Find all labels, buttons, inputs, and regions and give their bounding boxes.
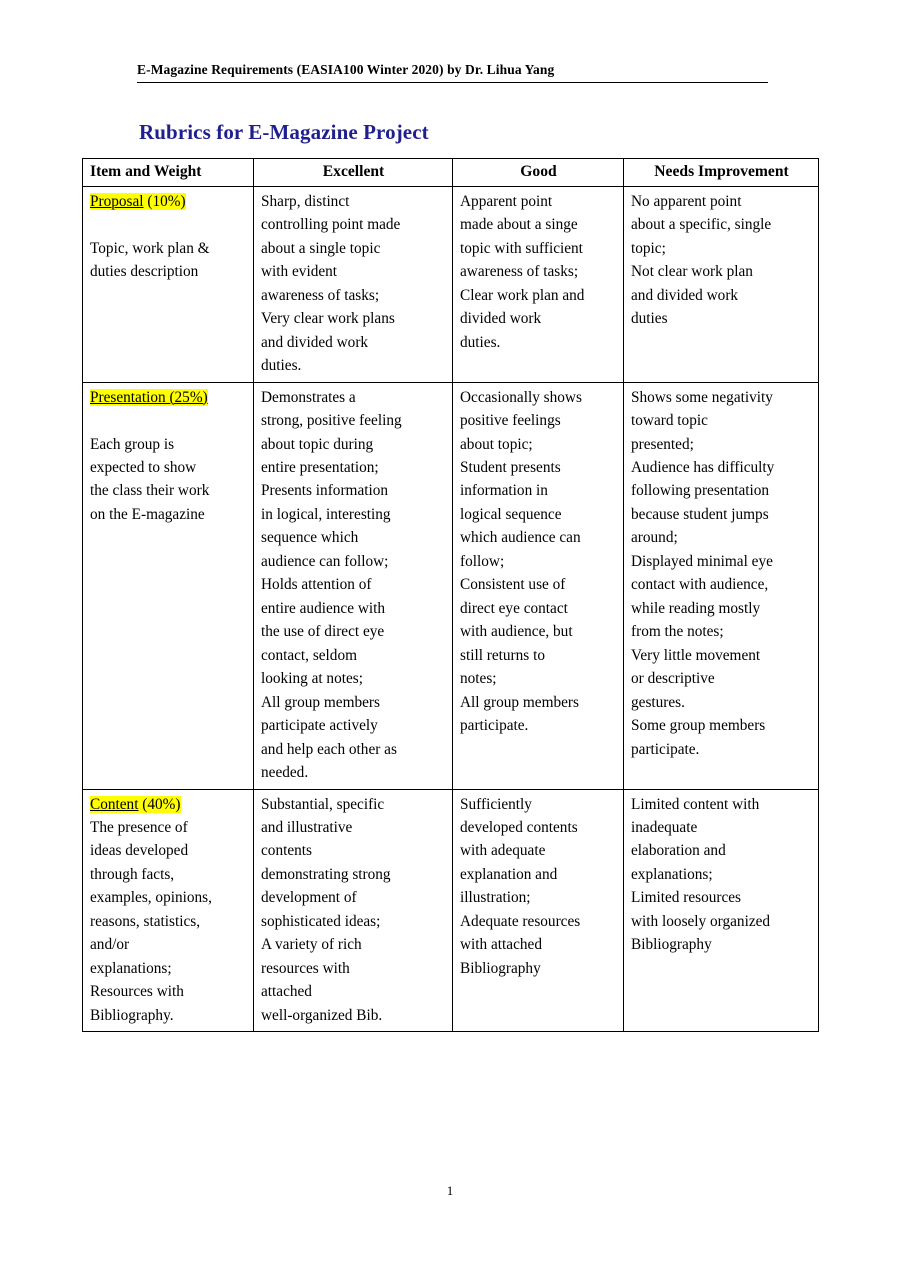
column-header-item-and-weight: Item and Weight	[83, 159, 254, 187]
criterion-highlight	[90, 389, 208, 406]
text-line: awareness of tasks;	[460, 263, 579, 281]
text-line: entire presentation;	[261, 458, 379, 476]
table-row	[83, 186, 819, 382]
text-line: which audience can	[460, 529, 581, 547]
text-line: the class their work	[90, 482, 210, 500]
text-line: The presence of	[90, 819, 188, 837]
text-line: looking at notes;	[261, 670, 363, 688]
column-header-needs-improvement: Needs Improvement	[624, 159, 819, 187]
text-line: well-organized Bib.	[261, 1006, 383, 1024]
text-line: A variety of rich	[261, 936, 362, 954]
text-line: gestures.	[631, 693, 685, 711]
cell-excellent-presentation	[254, 382, 453, 789]
text-block-needs-improvement-proposal	[631, 190, 812, 331]
text-line: Holds attention of	[261, 576, 372, 594]
text-line: Resources with	[90, 983, 184, 1001]
text-line: Very clear work plans	[261, 310, 395, 328]
text-line: topic;	[631, 239, 666, 257]
text-line: ideas developed	[90, 842, 189, 860]
text-line: entire audience with	[261, 599, 386, 617]
text-line: Consistent use of	[460, 576, 566, 594]
text-line: Not clear work plan	[631, 263, 753, 281]
text-line: demonstrating strong	[261, 865, 391, 883]
text-line: direct eye contact	[460, 599, 568, 617]
cell-good-content	[453, 789, 624, 1032]
criterion-heading-content	[90, 793, 247, 816]
rubrics-table	[82, 158, 819, 1032]
text-line: expected to show	[90, 459, 197, 476]
text-line: about a single topic	[261, 239, 381, 257]
text-block-excellent-content	[261, 793, 446, 1028]
cell-needs-improvement-presentation	[624, 382, 819, 789]
text-line: Occasionally shows	[460, 388, 582, 406]
text-line: illustration;	[460, 889, 531, 907]
text-line: Bibliography.	[90, 1006, 174, 1024]
text-line: sophisticated ideas;	[261, 912, 381, 930]
text-block-excellent-presentation	[261, 386, 446, 785]
cell-item-and-weight-presentation	[83, 382, 254, 789]
text-block-good-presentation	[460, 386, 617, 738]
text-line	[90, 213, 247, 236]
text-line: contents	[261, 842, 312, 860]
text-line: notes;	[460, 670, 497, 688]
criterion-name: Proposal	[90, 192, 144, 210]
text-block-good-proposal	[460, 190, 617, 354]
text-line: controlling point made	[261, 216, 401, 234]
text-line: inadequate	[631, 819, 698, 837]
text-line: with audience, but	[460, 623, 573, 641]
text-line: Displayed minimal eye	[631, 552, 773, 570]
text-line: sequence which	[261, 529, 359, 547]
text-line: Shows some negativity	[631, 388, 773, 406]
text-line: elaboration and	[631, 842, 726, 860]
text-line: information in	[460, 482, 548, 500]
text-line: development of	[261, 889, 357, 907]
item-block-content	[90, 793, 247, 1028]
column-header-excellent: Excellent	[254, 159, 453, 187]
cell-item-and-weight-proposal	[83, 186, 254, 382]
table-header-row	[83, 159, 819, 187]
column-header-good: Good	[453, 159, 624, 187]
text-line: awareness of tasks;	[261, 286, 380, 304]
text-line: Apparent point	[460, 192, 553, 210]
text-line: attached	[261, 983, 312, 1001]
text-line: positive feelings	[460, 412, 561, 430]
text-line: developed contents	[460, 819, 578, 837]
document-header-text: E-Magazine Requirements (EASIA100 Winter 2020) by Dr. Lihua Yang	[137, 62, 555, 77]
text-line: participate.	[631, 740, 700, 758]
text-line: and divided work	[261, 333, 369, 351]
document-header	[137, 62, 768, 83]
text-line: duties.	[460, 333, 501, 351]
text-line: while reading mostly	[631, 599, 761, 617]
text-line: All group members	[261, 693, 380, 711]
criterion-heading-proposal	[90, 190, 247, 213]
cell-good-presentation	[453, 382, 624, 789]
text-block-needs-improvement-presentation	[631, 386, 812, 762]
text-line: participate actively	[261, 717, 378, 735]
text-line: presented;	[631, 435, 694, 453]
text-line: Audience has difficulty	[631, 458, 775, 476]
cell-excellent-content	[254, 789, 453, 1032]
text-line: with adequate	[460, 842, 546, 860]
text-block-needs-improvement-content	[631, 793, 812, 957]
cell-excellent-proposal	[254, 186, 453, 382]
text-line: logical sequence	[460, 505, 562, 523]
page-title: Rubrics for E-Magazine Project	[139, 120, 429, 144]
text-line: Demonstrates a	[261, 388, 356, 406]
cell-needs-improvement-content	[624, 789, 819, 1032]
text-line: No apparent point	[631, 192, 742, 210]
text-line: needed.	[261, 764, 309, 782]
criterion-weight: (10%)	[143, 192, 186, 210]
cell-good-proposal	[453, 186, 624, 382]
text-line: with loosely organized	[631, 912, 771, 930]
text-line: about topic;	[460, 435, 533, 453]
text-line: strong, positive feeling	[261, 412, 402, 430]
cell-item-and-weight-content	[83, 789, 254, 1032]
criterion-heading-presentation	[90, 386, 247, 409]
text-line: still returns to	[460, 646, 545, 664]
text-line: and divided work	[631, 286, 739, 304]
text-line	[90, 409, 247, 432]
text-line: Topic, work plan &	[90, 239, 210, 257]
table-row	[83, 789, 819, 1032]
criterion-highlight	[90, 193, 186, 210]
text-line: about topic during	[261, 435, 374, 453]
text-line: because student jumps	[631, 505, 769, 523]
text-line: Student presents	[460, 458, 561, 476]
page-number: 1	[446, 1183, 454, 1198]
criterion-weight: (40%)	[138, 795, 181, 813]
criterion-name: Presentation (25%)	[90, 388, 208, 406]
text-line: Bibliography	[460, 959, 541, 977]
text-line: Sufficiently	[460, 795, 532, 813]
text-line: examples, opinions,	[90, 889, 212, 907]
criterion-name: Content	[90, 795, 139, 813]
text-line: following presentation	[631, 482, 770, 500]
text-line: on the E-magazine	[90, 505, 205, 523]
text-line: around;	[631, 529, 678, 547]
text-line: explanations;	[90, 959, 172, 977]
item-block-presentation	[90, 386, 247, 527]
text-line: Each group is	[90, 435, 175, 453]
text-line: Very little movement	[631, 646, 761, 664]
text-line: explanations;	[631, 865, 713, 883]
text-line: contact with audience,	[631, 576, 769, 594]
text-line: made about a singe	[460, 216, 578, 234]
text-line: divided work	[460, 310, 542, 328]
text-line: from the notes;	[631, 623, 724, 641]
header-divider	[137, 82, 768, 83]
text-line: audience can follow;	[261, 552, 389, 570]
text-line: explanation and	[460, 865, 558, 883]
text-line: Adequate resources	[460, 912, 581, 930]
text-line: and illustrative	[261, 819, 353, 837]
text-line: and help each other as	[261, 740, 397, 758]
text-line: Some group members	[631, 717, 766, 735]
text-line: the use of direct eye	[261, 623, 385, 641]
text-line: in logical, interesting	[261, 505, 391, 523]
text-line: Limited content with	[631, 795, 760, 813]
text-block-excellent-proposal	[261, 190, 446, 378]
text-line: with attached	[460, 936, 542, 954]
text-line: reasons, statistics,	[90, 912, 201, 930]
text-line: duties.	[261, 357, 302, 375]
text-line: follow;	[460, 552, 505, 570]
cell-needs-improvement-proposal	[624, 186, 819, 382]
text-line: contact, seldom	[261, 646, 358, 664]
text-line: duties	[631, 310, 668, 328]
text-line: participate.	[460, 717, 529, 735]
text-line: through facts,	[90, 865, 175, 883]
text-line: with evident	[261, 263, 338, 281]
criterion-highlight	[90, 796, 181, 813]
text-line: Sharp, distinct	[261, 192, 350, 210]
item-block-proposal	[90, 190, 247, 284]
text-line: and/or	[90, 936, 130, 954]
text-line: Clear work plan and	[460, 286, 585, 304]
table-row	[83, 382, 819, 789]
text-line: Bibliography	[631, 936, 712, 954]
text-line: about a specific, single	[631, 216, 772, 234]
text-line: Limited resources	[631, 889, 742, 907]
text-line: duties description	[90, 263, 199, 281]
text-line: topic with sufficient	[460, 239, 583, 257]
text-line: Presents information	[261, 482, 389, 500]
text-line: Substantial, specific	[261, 795, 385, 813]
text-block-good-content	[460, 793, 617, 981]
table-body	[83, 186, 819, 1031]
text-line: toward topic	[631, 412, 708, 430]
text-line: resources with	[261, 959, 350, 977]
text-line: All group members	[460, 693, 579, 711]
text-line: or descriptive	[631, 670, 715, 688]
